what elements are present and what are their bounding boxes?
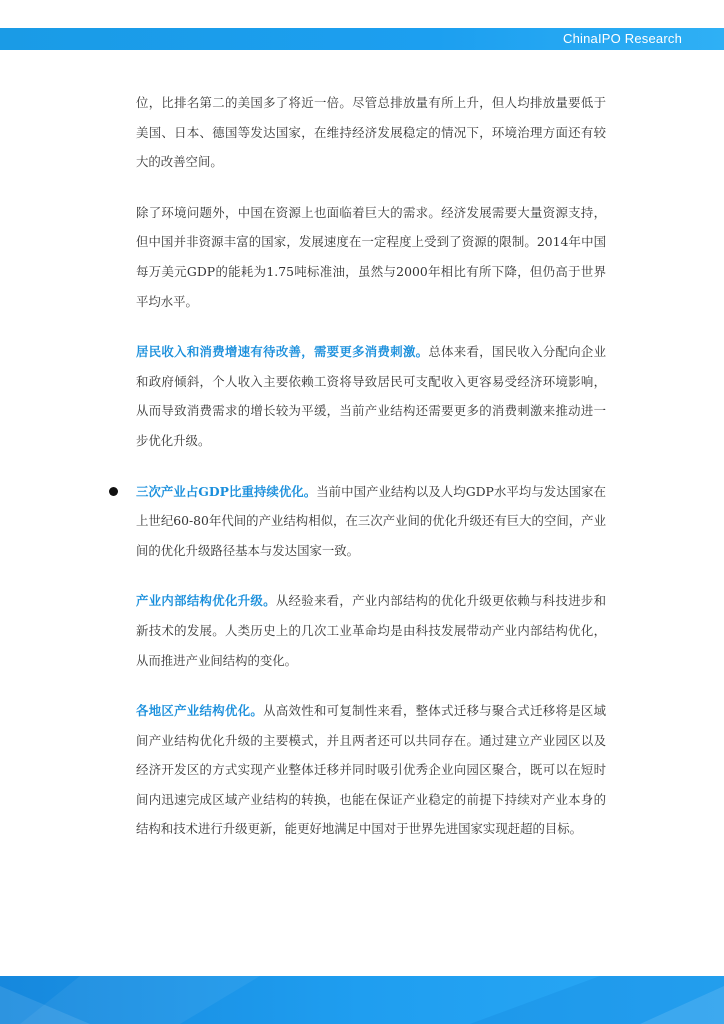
paragraph-lead-heading: 产业内部结构优化升级。 xyxy=(136,593,276,609)
paragraph-lead-heading: 居民收入和消费增速有待改善，需要更多消费刺激。 xyxy=(136,344,429,360)
footer-bar xyxy=(0,976,724,1024)
paragraph-text: 当前中国产业结构以及人均GDP水平均与发达国家在上世纪60-80年代间的产业结构相似，在三次产业间的优化升级还有巨大的空间，产业间的优化升级路径基本与发达国家一致。 xyxy=(136,483,606,558)
header-brand: ChinaIPO Research xyxy=(562,31,682,46)
paragraph-environment-emissions xyxy=(136,88,606,177)
paragraph-text: 从经验来看，产业内部结构的优化升级更依赖与科技进步和新技术的发展。人类历史上的几次工业革命均是由科技发展带动产业内部结构优化，从而推进产业间结构的变化。 xyxy=(136,593,607,668)
paragraph-resource-demand xyxy=(136,198,606,316)
main-content xyxy=(136,88,606,865)
bullet-dot-icon xyxy=(109,487,118,496)
paragraph-lead-heading: 各地区产业结构优化。 xyxy=(136,703,264,719)
paragraph-regional-structure xyxy=(136,696,606,844)
paragraph-income-consumption xyxy=(136,337,606,455)
paragraph-internal-structure xyxy=(136,586,606,675)
paragraph-text: 总体来看，国民收入分配向企业和政府倾斜，个人收入主要依赖工资将导致居民可支配收入更容易受经济环境影响，从而导致消费需求的增长较为平缓，当前产业结构还需要更多的消费刺激来推动进一步优化升级。 xyxy=(136,344,607,448)
paragraph-text: 除了环境问题外，中国在资源上也面临着巨大的需求。经济发展需要大量资源支持，但中国并非资源丰富的国家，发展速度在一定程度上受到了资源的限制。2014年中国每万美元GDP的能耗为1.75吨标准油，虽然与2000年相比有所下降，但仍高于世界平均水平。 xyxy=(136,204,606,309)
header-bar xyxy=(0,28,724,50)
footer-decoration xyxy=(0,976,724,1024)
paragraph-text: 位，比排名第二的美国多了将近一倍。尽管总排放量有所上升，但人均排放量要低于美国、日本、德国等发达国家，在维持经济发展稳定的情况下，环境治理方面还有较大的改善空间。 xyxy=(136,95,606,170)
bullet-item xyxy=(136,477,606,566)
paragraph-text: 从高效性和可复制性来看，整体式迁移与聚合式迁移将是区域间产业结构优化升级的主要模式，并且两者还可以共同存在。通过建立产业园区以及经济开发区的方式实现产业整体迁移并同时吸引优秀企业向园区聚合，既可以在短时间内迅速完成区域产业结构的转换，也能在保证产业稳定的前提下持续对产业本身的结构和技术进行升级更新，能更好地满足中国对于世界先进国家实现赶超的目标。 xyxy=(136,703,607,837)
paragraph-lead-heading: 三次产业占GDP比重持续优化。 xyxy=(136,483,317,499)
paragraph-tertiary-industry xyxy=(136,477,606,566)
